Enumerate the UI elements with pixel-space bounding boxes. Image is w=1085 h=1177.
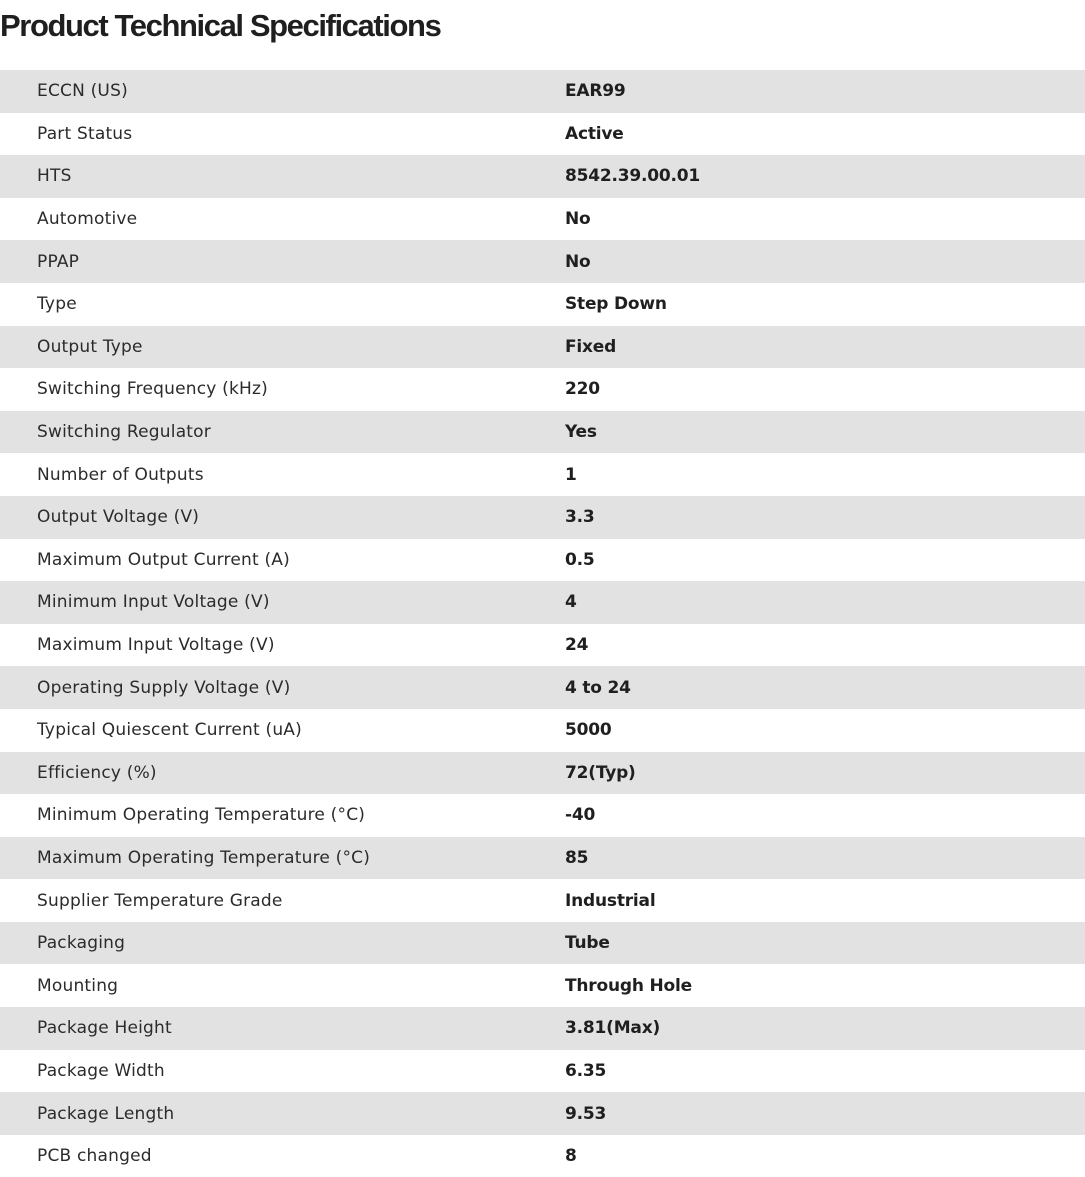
spec-value: 85 xyxy=(565,837,1085,880)
spec-row-part-status xyxy=(0,113,1085,156)
spec-value: 1 xyxy=(565,453,1085,496)
spec-name: ECCN (US) xyxy=(0,70,565,113)
spec-value: 9.53 xyxy=(565,1092,1085,1135)
spec-name: Operating Supply Voltage (V) xyxy=(0,666,565,709)
spec-name: PPAP xyxy=(0,240,565,283)
spec-row-packaging xyxy=(0,922,1085,965)
spec-value: Industrial xyxy=(565,879,1085,922)
spec-value: -40 xyxy=(565,794,1085,837)
spec-row-operating-supply-voltage xyxy=(0,666,1085,709)
spec-value: Fixed xyxy=(565,326,1085,369)
spec-value: EAR99 xyxy=(565,70,1085,113)
spec-row-quiescent-current xyxy=(0,709,1085,752)
spec-row-temperature-grade xyxy=(0,879,1085,922)
page-title: Product Technical Specifications xyxy=(0,8,441,43)
spec-row-type xyxy=(0,283,1085,326)
spec-row-output-type xyxy=(0,326,1085,369)
spec-row-min-operating-temp xyxy=(0,794,1085,837)
spec-row-output-voltage xyxy=(0,496,1085,539)
spec-value: 8542.39.00.01 xyxy=(565,155,1085,198)
spec-value: No xyxy=(565,198,1085,241)
spec-name: Package Width xyxy=(0,1050,565,1093)
spec-name: Switching Frequency (kHz) xyxy=(0,368,565,411)
spec-row-efficiency xyxy=(0,752,1085,795)
spec-value: Active xyxy=(565,113,1085,156)
spec-row-min-input-voltage xyxy=(0,581,1085,624)
spec-row-max-operating-temp xyxy=(0,837,1085,880)
spec-row-ppap xyxy=(0,240,1085,283)
spec-name: Maximum Operating Temperature (°C) xyxy=(0,837,565,880)
spec-value: 5000 xyxy=(565,709,1085,752)
spec-row-package-width xyxy=(0,1050,1085,1093)
spec-row-switching-frequency xyxy=(0,368,1085,411)
spec-value: 3.81(Max) xyxy=(565,1007,1085,1050)
spec-value: 220 xyxy=(565,368,1085,411)
spec-name: Type xyxy=(0,283,565,326)
spec-row-max-output-current xyxy=(0,539,1085,582)
spec-name: PCB changed xyxy=(0,1135,565,1177)
spec-name: Supplier Temperature Grade xyxy=(0,879,565,922)
spec-name: Minimum Input Voltage (V) xyxy=(0,581,565,624)
spec-value: 8 xyxy=(565,1135,1085,1177)
spec-value: Tube xyxy=(565,922,1085,965)
spec-name: Packaging xyxy=(0,922,565,965)
spec-name: Package Height xyxy=(0,1007,565,1050)
spec-name: HTS xyxy=(0,155,565,198)
spec-name: Maximum Output Current (A) xyxy=(0,539,565,582)
spec-name: Mounting xyxy=(0,964,565,1007)
spec-row-hts xyxy=(0,155,1085,198)
spec-name: Efficiency (%) xyxy=(0,752,565,795)
spec-value: Step Down xyxy=(565,283,1085,326)
spec-value: 3.3 xyxy=(565,496,1085,539)
spec-row-package-length xyxy=(0,1092,1085,1135)
spec-value: 24 xyxy=(565,624,1085,667)
spec-name: Output Voltage (V) xyxy=(0,496,565,539)
spec-name: Minimum Operating Temperature (°C) xyxy=(0,794,565,837)
spec-value: Through Hole xyxy=(565,964,1085,1007)
spec-value: 4 xyxy=(565,581,1085,624)
spec-row-package-height xyxy=(0,1007,1085,1050)
spec-row-switching-regulator xyxy=(0,411,1085,454)
spec-value: 0.5 xyxy=(565,539,1085,582)
spec-name: Typical Quiescent Current (uA) xyxy=(0,709,565,752)
spec-row-mounting xyxy=(0,964,1085,1007)
spec-value: 6.35 xyxy=(565,1050,1085,1093)
spec-name: Maximum Input Voltage (V) xyxy=(0,624,565,667)
spec-row-eccn xyxy=(0,70,1085,113)
spec-value: Yes xyxy=(565,411,1085,454)
spec-name: Package Length xyxy=(0,1092,565,1135)
spec-row-automotive xyxy=(0,198,1085,241)
spec-value: No xyxy=(565,240,1085,283)
spec-name: Switching Regulator xyxy=(0,411,565,454)
spec-value: 72(Typ) xyxy=(565,752,1085,795)
spec-value: 4 to 24 xyxy=(565,666,1085,709)
spec-name: Output Type xyxy=(0,326,565,369)
spec-row-max-input-voltage xyxy=(0,624,1085,667)
spec-name: Part Status xyxy=(0,113,565,156)
spec-name: Number of Outputs xyxy=(0,453,565,496)
spec-name: Automotive xyxy=(0,198,565,241)
spec-table xyxy=(0,70,1085,1177)
spec-row-number-of-outputs xyxy=(0,453,1085,496)
